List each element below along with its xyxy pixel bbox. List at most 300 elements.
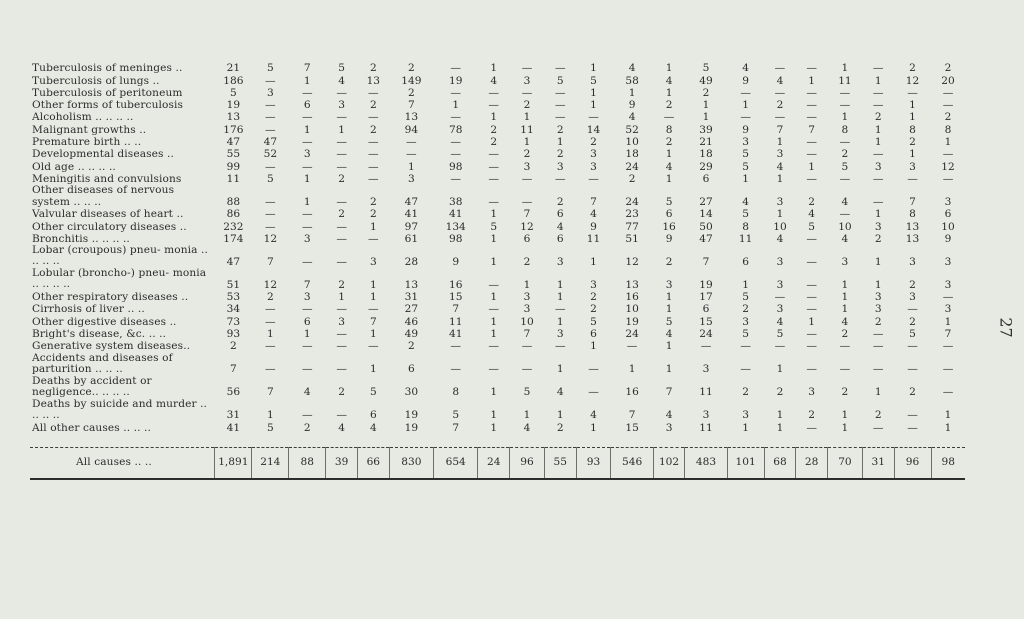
- table-cell: 7: [590, 195, 597, 208]
- table-cell: —: [265, 99, 276, 112]
- table-row: [30, 173, 965, 185]
- table-cell: —: [336, 409, 347, 422]
- table-cell: 3: [776, 278, 784, 291]
- table-cell: —: [302, 363, 313, 376]
- table-cell: 2: [369, 195, 377, 208]
- table-cell: 1: [490, 62, 498, 75]
- table-cell: —: [265, 315, 276, 328]
- total-cell: 98: [931, 447, 965, 479]
- table-row: [30, 87, 965, 99]
- total-cell: 24: [478, 447, 510, 479]
- table-cell: 1: [590, 255, 597, 268]
- table-cell: —: [302, 86, 313, 99]
- table-cell: —: [336, 303, 347, 316]
- table-cell: 3: [303, 148, 311, 161]
- table-cell: 4: [665, 409, 673, 422]
- table-cell: —: [450, 363, 461, 376]
- table-cell: —: [806, 328, 817, 341]
- table-cell: 46: [404, 315, 419, 328]
- table-cell: 29: [699, 160, 713, 173]
- table-cell: 47: [404, 195, 419, 208]
- table-cell: 1: [808, 160, 816, 173]
- table-cell: 1: [556, 291, 564, 304]
- table-cell: 13: [366, 74, 381, 87]
- table-cell: 12: [905, 74, 920, 87]
- table-cell: 50: [699, 220, 713, 233]
- table-cell: —: [336, 340, 347, 353]
- table-cell: 1: [556, 315, 564, 328]
- table-cell: 41: [226, 421, 241, 434]
- table-cell: 1: [742, 172, 750, 185]
- table-cell: 13: [404, 111, 419, 124]
- table-cell: 1: [776, 421, 784, 434]
- table-cell: 2: [590, 291, 597, 304]
- table-cell: 2: [556, 148, 564, 161]
- table-cell: —: [302, 160, 313, 173]
- table-cell: 2: [909, 386, 916, 399]
- table-cell: —: [488, 99, 500, 112]
- table-cell: 2: [841, 386, 849, 399]
- cause-label: Accidents and diseases of parturition .. .. ..: [32, 352, 173, 375]
- table-cell: 1: [369, 328, 377, 341]
- table-cell: —: [740, 363, 751, 376]
- table-cell: 186: [223, 74, 244, 87]
- table-cell: 1: [909, 99, 916, 112]
- table-cell: 18: [625, 148, 639, 161]
- table-cell: 1: [909, 111, 916, 124]
- table-cell: 8: [742, 220, 750, 233]
- table-cell: —: [839, 136, 851, 149]
- table-cell: 53: [226, 291, 241, 304]
- table-cell: 10: [941, 220, 955, 233]
- table-cell: —: [450, 86, 461, 99]
- table-cell: 5: [742, 160, 750, 173]
- table-cell: —: [554, 111, 566, 124]
- table-cell: 2: [665, 99, 673, 112]
- table-cell: —: [942, 86, 954, 99]
- table-cell: 1: [490, 421, 498, 434]
- table-cell: —: [368, 111, 379, 124]
- table-cell: —: [806, 291, 817, 304]
- table-cell: —: [663, 111, 675, 124]
- table-cell: 11: [586, 232, 601, 245]
- table-cell: 6: [665, 208, 673, 221]
- table-cell: 3: [874, 220, 882, 233]
- table-cell: 6: [944, 208, 952, 221]
- table-cell: 7: [407, 99, 415, 112]
- table-cell: —: [265, 220, 276, 233]
- table-cell: 7: [452, 303, 460, 316]
- table-cell: 2: [303, 421, 311, 434]
- table-cell: 15: [448, 291, 463, 304]
- table-cell: —: [336, 148, 347, 161]
- total-cell: 28: [796, 447, 828, 479]
- table-cell: 1: [742, 278, 750, 291]
- table-cell: 16: [625, 291, 639, 304]
- table-cell: 4: [590, 409, 597, 422]
- table-cell: 1: [944, 421, 952, 434]
- table-cell: 2: [556, 421, 564, 434]
- table-cell: 2: [841, 328, 849, 341]
- table-cell: —: [265, 363, 276, 376]
- table-cell: 5: [665, 315, 673, 328]
- table-cell: 8: [909, 208, 916, 221]
- table-cell: —: [521, 363, 533, 376]
- table-cell: 3: [369, 255, 377, 268]
- table-cell: 2: [590, 303, 597, 316]
- table-cell: —: [450, 111, 461, 124]
- table-cell: 9: [452, 255, 460, 268]
- cause-label: Tuberculosis of lungs ..: [32, 74, 160, 87]
- table-cell: 15: [699, 315, 713, 328]
- table-cell: 7: [776, 123, 784, 136]
- table-cell: 6: [556, 232, 564, 245]
- table-cell: 38: [448, 195, 463, 208]
- table-cell: 16: [448, 278, 463, 291]
- table-cell: 9: [742, 123, 750, 136]
- table-cell: 5: [776, 328, 784, 341]
- table-cell: 15: [625, 421, 639, 434]
- table-cell: 2: [808, 409, 816, 422]
- table-cell: 99: [226, 160, 241, 173]
- table-cell: 1: [266, 409, 274, 422]
- table-cell: —: [872, 99, 884, 112]
- table-cell: —: [554, 303, 566, 316]
- table-cell: 1: [407, 160, 415, 173]
- table-cell: —: [872, 172, 884, 185]
- table-cell: —: [521, 195, 533, 208]
- table-row: [30, 268, 965, 291]
- table-cell: —: [740, 111, 751, 124]
- table-cell: 1: [944, 136, 952, 149]
- table-cell: 2: [338, 278, 345, 291]
- table-cell: 3: [702, 409, 710, 422]
- table-cell: 1: [490, 291, 498, 304]
- table-cell: 4: [628, 62, 636, 75]
- table-cell: 1: [590, 421, 597, 434]
- table-cell: 2: [266, 291, 274, 304]
- table-cell: 4: [841, 232, 849, 245]
- table-cell: —: [806, 255, 817, 268]
- table-cell: 2: [776, 99, 784, 112]
- table-cell: 1: [841, 111, 849, 124]
- table-cell: 6: [702, 303, 710, 316]
- table-cell: 1: [665, 86, 673, 99]
- table-cell: 4: [490, 74, 498, 87]
- table-cell: 13: [905, 232, 920, 245]
- table-cell: —: [774, 111, 786, 124]
- cause-label: Other circulatory diseases ..: [32, 220, 187, 233]
- table-cell: 39: [699, 123, 713, 136]
- table-cell: 2: [338, 208, 345, 221]
- table-cell: 2: [590, 136, 597, 149]
- table-cell: 4: [556, 386, 564, 399]
- table-row: [30, 208, 965, 220]
- table-cell: 47: [226, 136, 241, 149]
- table-cell: 6: [702, 172, 710, 185]
- table-cell: 1: [523, 136, 531, 149]
- page-number: 27: [996, 317, 1016, 338]
- total-cell: 88: [289, 447, 326, 479]
- table-cell: 3: [909, 255, 916, 268]
- table-cell: 2: [407, 62, 415, 75]
- table-cell: 77: [625, 220, 639, 233]
- table-cell: 1: [776, 136, 784, 149]
- table-cell: 1: [303, 328, 311, 341]
- table-cell: 21: [699, 136, 713, 149]
- table-cell: 4: [338, 74, 345, 87]
- table-cell: 2: [665, 136, 673, 149]
- table-row: [30, 375, 965, 398]
- table-cell: 1: [523, 111, 531, 124]
- table-row: [30, 123, 965, 135]
- table-cell: —: [450, 136, 461, 149]
- cause-label: Malignant growths ..: [32, 123, 147, 136]
- mortality-table-page: [30, 62, 965, 480]
- table-cell: —: [265, 195, 276, 208]
- table-cell: 1: [303, 172, 311, 185]
- table-cell: —: [806, 303, 817, 316]
- table-cell: —: [336, 255, 347, 268]
- table-cell: 4: [523, 421, 531, 434]
- table-cell: —: [839, 172, 851, 185]
- table-row: [30, 421, 965, 433]
- table-cell: 2: [874, 232, 882, 245]
- table-row: [30, 136, 965, 148]
- table-cell: —: [336, 363, 347, 376]
- table-cell: 1: [369, 220, 377, 233]
- table-cell: 2: [407, 340, 415, 353]
- table-cell: 1: [628, 86, 636, 99]
- table-cell: 7: [523, 208, 531, 221]
- table-cell: 4: [742, 62, 750, 75]
- table-cell: —: [907, 363, 918, 376]
- table-cell: —: [907, 340, 918, 353]
- table-cell: 5: [266, 62, 274, 75]
- table-cell: 14: [699, 208, 713, 221]
- table-cell: —: [839, 208, 851, 221]
- table-cell: 47: [226, 255, 241, 268]
- table-cell: 3: [742, 315, 750, 328]
- table-cell: 1: [590, 86, 597, 99]
- table-cell: 1: [665, 340, 673, 353]
- table-cell: —: [700, 340, 712, 353]
- table-cell: 6: [590, 328, 597, 341]
- table-cell: 2: [944, 111, 952, 124]
- table-cell: 8: [452, 386, 460, 399]
- table-cell: 3: [841, 255, 849, 268]
- table-cell: 27: [404, 303, 419, 316]
- cause-label: Lobar (croupous) pneu- monia .. .. .. ..: [32, 244, 208, 268]
- table-cell: —: [406, 148, 417, 161]
- table-cell: 1: [490, 255, 498, 268]
- table-cell: 1: [369, 363, 377, 376]
- cause-label: Lobular (broncho-) pneu- monia .. .. .. ..: [32, 267, 207, 291]
- table-cell: 1: [665, 363, 673, 376]
- table-cell: 1: [742, 99, 750, 112]
- table-cell: —: [806, 421, 817, 434]
- table-cell: 4: [369, 421, 377, 434]
- total-cell: 483: [685, 447, 727, 479]
- table-cell: 17: [699, 291, 713, 304]
- table-cell: 3: [556, 255, 564, 268]
- table-cell: —: [554, 172, 566, 185]
- table-cell: 10: [838, 220, 852, 233]
- table-cell: —: [368, 172, 379, 185]
- table-cell: 1: [874, 386, 882, 399]
- table-cell: 9: [944, 232, 952, 245]
- table-cell: 5: [742, 291, 750, 304]
- table-cell: —: [806, 62, 817, 75]
- table-cell: —: [774, 86, 786, 99]
- table-cell: —: [450, 172, 461, 185]
- table-cell: —: [302, 255, 313, 268]
- table-row: [30, 160, 965, 172]
- table-cell: —: [336, 232, 347, 245]
- table-cell: 10: [625, 303, 639, 316]
- table-cell: —: [806, 172, 817, 185]
- table-cell: 4: [665, 328, 673, 341]
- table-cell: 2: [369, 99, 377, 112]
- total-cell: 546: [611, 447, 653, 479]
- table-cell: 16: [625, 386, 639, 399]
- table-cell: 3: [909, 291, 916, 304]
- table-cell: 1: [944, 315, 952, 328]
- table-cell: 52: [263, 148, 278, 161]
- table-cell: 1: [590, 62, 597, 75]
- table-cell: 9: [665, 232, 673, 245]
- table-cell: 3: [303, 291, 311, 304]
- table-cell: 7: [944, 328, 952, 341]
- table-cell: —: [336, 111, 347, 124]
- table-cell: 3: [944, 303, 952, 316]
- table-cell: 12: [263, 232, 278, 245]
- table-cell: —: [368, 340, 379, 353]
- table-cell: 1: [523, 409, 531, 422]
- table-cell: —: [626, 340, 638, 353]
- table-cell: —: [302, 208, 313, 221]
- cause-label: Generative system diseases..: [32, 340, 191, 353]
- table-cell: —: [450, 62, 461, 75]
- table-cell: 6: [303, 99, 311, 112]
- table-cell: 1: [702, 99, 710, 112]
- table-cell: 2: [665, 255, 673, 268]
- table-cell: 4: [776, 160, 784, 173]
- table-row: [30, 315, 965, 327]
- table-cell: 24: [625, 195, 639, 208]
- table-cell: 1: [874, 278, 882, 291]
- table-cell: —: [265, 111, 276, 124]
- table-cell: —: [554, 86, 566, 99]
- cause-label: Meningitis and convulsions: [32, 172, 182, 185]
- table-cell: 5: [369, 386, 377, 399]
- table-cell: —: [302, 303, 313, 316]
- table-cell: —: [488, 303, 500, 316]
- table-cell: 2: [556, 195, 564, 208]
- table-cell: 174: [223, 232, 244, 245]
- total-cell: 96: [894, 447, 931, 479]
- table-cell: 14: [586, 123, 601, 136]
- table-cell: 7: [909, 195, 916, 208]
- table-cell: 5: [490, 220, 498, 233]
- table-cell: 10: [773, 220, 787, 233]
- table-cell: 3: [590, 278, 597, 291]
- cause-label: All other causes .. .. ..: [32, 421, 151, 434]
- total-row: [30, 447, 965, 479]
- table-cell: 12: [520, 220, 534, 233]
- table-cell: 31: [404, 291, 419, 304]
- table-cell: 7: [266, 255, 274, 268]
- total-cell: 102: [653, 447, 685, 479]
- table-cell: —: [368, 303, 379, 316]
- table-cell: —: [336, 160, 347, 173]
- table-cell: 2: [556, 123, 564, 136]
- table-cell: 3: [523, 303, 531, 316]
- table-cell: —: [806, 148, 817, 161]
- table-cell: 3: [523, 74, 531, 87]
- table-cell: 2: [841, 148, 849, 161]
- table-cell: 3: [944, 195, 952, 208]
- table-cell: 1: [665, 172, 673, 185]
- table-cell: 3: [909, 160, 916, 173]
- table-cell: 4: [628, 111, 636, 124]
- table-cell: —: [872, 328, 884, 341]
- table-cell: 7: [665, 386, 673, 399]
- table-cell: 3: [407, 172, 415, 185]
- table-cell: 13: [625, 278, 639, 291]
- cause-label: Alcoholism .. .. .. ..: [32, 111, 134, 124]
- table-cell: 2: [742, 386, 750, 399]
- table-cell: 3: [776, 195, 784, 208]
- table-cell: 7: [523, 328, 531, 341]
- cause-label: Deaths by accident or negligence.. .. .. ..: [32, 375, 152, 398]
- table-cell: 11: [838, 74, 852, 87]
- table-cell: 3: [742, 409, 750, 422]
- table-cell: 1: [490, 315, 498, 328]
- total-cell: 214: [252, 447, 289, 479]
- table-cell: 1: [702, 111, 710, 124]
- table-cell: 5: [742, 148, 750, 161]
- table-cell: 4: [776, 232, 784, 245]
- table-cell: 3: [665, 278, 673, 291]
- table-cell: 94: [404, 123, 419, 136]
- table-cell: 1: [841, 62, 849, 75]
- table-cell: 5: [909, 328, 916, 341]
- table-cell: 11: [520, 123, 534, 136]
- table-cell: 1: [776, 409, 784, 422]
- table-cell: 232: [223, 220, 244, 233]
- table-cell: —: [521, 172, 533, 185]
- table-cell: —: [450, 340, 461, 353]
- table-cell: 5: [742, 328, 750, 341]
- table-cell: 1: [452, 99, 460, 112]
- table-cell: —: [336, 136, 347, 149]
- table-cell: —: [806, 278, 817, 291]
- table-cell: —: [942, 363, 954, 376]
- table-cell: —: [907, 86, 918, 99]
- table-cell: —: [907, 303, 918, 316]
- table-row: [30, 185, 965, 208]
- table-cell: 93: [226, 328, 241, 341]
- table-cell: 1: [874, 208, 882, 221]
- table-row: [30, 245, 965, 268]
- table-cell: 2: [523, 148, 531, 161]
- table-cell: —: [806, 99, 817, 112]
- table-cell: 4: [742, 195, 750, 208]
- table-cell: 3: [338, 315, 345, 328]
- table-cell: 4: [590, 208, 597, 221]
- table-cell: 10: [520, 315, 534, 328]
